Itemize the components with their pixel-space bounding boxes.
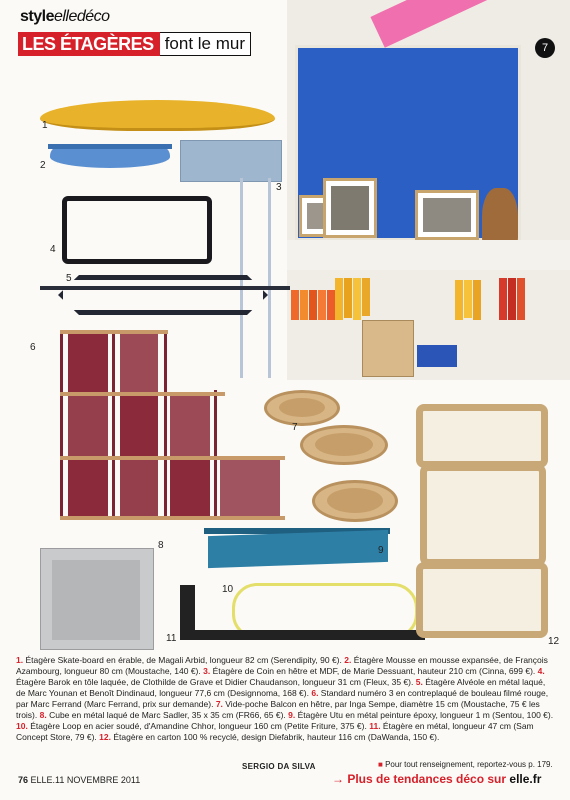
kicker-style: style bbox=[20, 8, 54, 25]
item-number: 12 bbox=[548, 636, 560, 647]
title-sub: font le mur bbox=[160, 32, 251, 56]
photo-wooden-box bbox=[362, 320, 414, 377]
page-title bbox=[18, 32, 251, 56]
photo-badge: 7 bbox=[535, 38, 555, 58]
item-number: 8 bbox=[158, 540, 164, 551]
item-number: 5 bbox=[66, 273, 72, 284]
photo-books-red bbox=[499, 278, 525, 320]
photo-credit: SERGIO DA SILVA bbox=[242, 762, 316, 771]
product-corner-shelf bbox=[180, 140, 282, 182]
product-skateboard-shelf bbox=[40, 100, 275, 131]
product-barok-shelf bbox=[62, 196, 212, 264]
product-utu-shelf bbox=[208, 530, 388, 568]
info-note: ■ Pour tout renseignement, reportez-vous p. 179. bbox=[378, 760, 553, 769]
photo-ledge bbox=[287, 240, 570, 272]
item-number: 11 bbox=[166, 633, 177, 644]
item-number: 2 bbox=[40, 160, 46, 171]
product-carton-shelf bbox=[414, 398, 550, 640]
product-alveole-bar bbox=[40, 286, 290, 290]
room-photo bbox=[287, 0, 570, 380]
kicker-elledeco: elledéco bbox=[53, 8, 110, 25]
product-alveole-shelf bbox=[58, 275, 268, 315]
photo-books-yellow-2 bbox=[455, 280, 481, 320]
page-folio: 76 ELLE.11 NOVEMBRE 2011 bbox=[18, 775, 141, 785]
item-number: 9 bbox=[378, 545, 384, 556]
item-number: 4 bbox=[50, 244, 56, 255]
product-vide-poche bbox=[312, 480, 398, 522]
product-mousse-shelf bbox=[50, 146, 170, 168]
product-mousse-top bbox=[48, 144, 172, 149]
title-main: LES ÉTAGÈRES bbox=[18, 32, 160, 56]
item-number: 10 bbox=[222, 584, 234, 595]
website-cta[interactable]: → Plus de tendances déco sur elle.fr bbox=[332, 772, 542, 786]
item-number: 7 bbox=[292, 422, 298, 433]
section-kicker bbox=[20, 8, 110, 26]
photo-frame bbox=[323, 178, 377, 238]
item-number: 6 bbox=[30, 342, 36, 353]
product-sadler-inner bbox=[52, 560, 140, 640]
photo-frame bbox=[415, 190, 479, 240]
product-standard-3 bbox=[40, 330, 285, 520]
photo-books-yellow bbox=[335, 278, 370, 320]
product-caption: 1. Étagère Skate-board en érable, de Magali Arbid, longueur 82 cm (Serendipity, 90 €). 2. Étagère Mousse en mousse expansée, de François Azambourg, longueur 80 cm (Moustache, 140 €). 3. Étagère de Coin en hêtre et MDF, de Marie Dessuant, hauteur 210 cm (Cinna, 699 €). 4. Étagère Barok en tôle laquée, de Clothilde de Grave et Didier Chaudanson, longueur 31 cm (Fleux, 35 €). 5. Étagère Alvéole en métal laqué, de Marc Younan et Benoît Dindinaud, longueur 77,6 cm (Designnoma, 168 €). 6. Standard numéro 3 en contreplaqué de bouleau filmé rouge, par Marc Ferrand (Marc Ferrand, prix sur demande). 7. Vide-poche Balcon en hêtre, par Inga Sempe, diamètre 15 cm (Moustache, 75 € les trois). 8. Cube en métal laqué de Marc Sadler, 35 x 35 cm (FR66, 65 €). 9. Étagère Utu en métal peinture époxy, longueur 1 m (Sentou, 100 €). 10. Étagère Loop en acier soudé, d'Amandine Chhor, longueur 160 cm (Petite Friture, 375 €). 11. Étagère en métal, longueur 47 cm (Sam Concept Store, 79 €). 12. Étagère en carton 100 % recyclé, design Diefabrik, hauteur 116 cm (DaWanda, 150 €). bbox=[16, 655, 554, 742]
product-vide-poche bbox=[264, 390, 340, 426]
photo-books-orange bbox=[291, 290, 335, 320]
photo-blue-books bbox=[417, 345, 457, 367]
product-vide-poche bbox=[300, 425, 388, 465]
product-metal-shelf bbox=[180, 630, 425, 640]
item-number: 1 bbox=[42, 120, 48, 131]
item-number: 3 bbox=[276, 182, 282, 193]
product-metal-shelf-bracket bbox=[180, 585, 195, 635]
